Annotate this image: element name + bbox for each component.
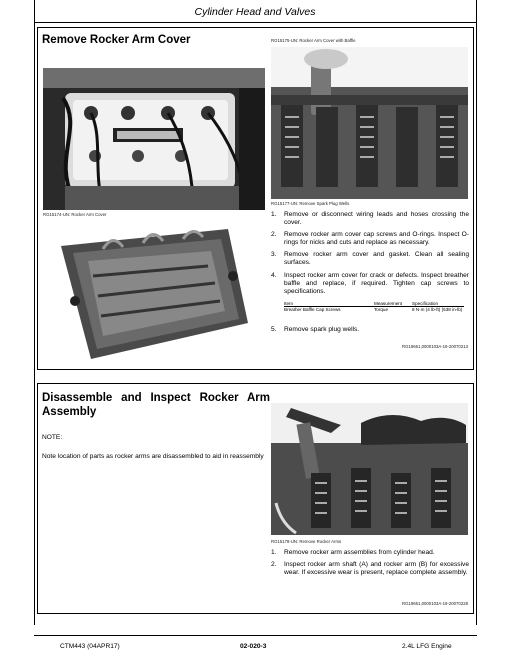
list-item: 1. Remove rocker arm assemblies from cylinder head.: [271, 549, 435, 556]
section-title: Remove Rocker Arm Cover: [42, 34, 191, 46]
frame-left-line: [34, 0, 35, 625]
rocker-arms-photo: [271, 403, 468, 535]
header-rule: [34, 22, 477, 23]
figure-caption: RG15178-UN: Remove Rocker Arms: [271, 539, 342, 544]
remove-rocker-arm-cover-section: [37, 27, 474, 370]
list-item: 2. Remove rocker arm cover cap screws and O-rings. Inspect O-rings for nicks and cuts and replace as necessary.: [271, 231, 469, 247]
steps-list: [271, 326, 469, 338]
figure-caption: RG15174-UN: Rocker Arm Cover: [43, 212, 107, 217]
steps-list: [271, 211, 469, 300]
list-item: 5. Remove spark plug wells.: [271, 326, 360, 333]
list-item: 2. Inspect rocker arm shaft (A) and rocker arm (B) for excessive wear. If excessive wear is present, replace complete assembly.: [271, 561, 469, 577]
frame-right-line: [476, 0, 477, 625]
figure-caption: RG15175-UN: Rocker Arm Cover with Baffle: [271, 38, 356, 43]
section-header: Cylinder Head and Valves: [194, 6, 316, 18]
spark-plug-wells-photo: [271, 47, 468, 199]
torque-spec-table: [284, 301, 464, 312]
figure-caption: RG15177-UN: Remove Spark Plug Wells: [271, 201, 350, 206]
list-item: 3. Remove rocker arm cover and gasket. Clean all sealing surfaces.: [271, 251, 469, 267]
section-title: Disassemble and Inspect Rocker Arm Assembly: [42, 392, 270, 418]
rocker-arm-cover-photo: [43, 68, 265, 210]
reference-code: RG19661,0000103A-19-20070228: [402, 601, 468, 606]
note-label: NOTE:: [42, 434, 63, 441]
cover-baffle-photo: [43, 221, 265, 361]
document-code: CTM443 (04APR17): [60, 643, 120, 650]
page-number: 02-020-3: [240, 643, 267, 650]
table-header: Measurement: [374, 301, 412, 307]
engine-name: 2.4L LFG Engine: [402, 643, 452, 650]
table-row: Breather Baffle Cap Screws Torque 8 N·m (4 lb-ft) (538 in-lb): [284, 307, 463, 312]
list-item: 1. Remove or disconnect wiring leads and hoses crossing the cover.: [271, 211, 469, 227]
footer-rule: [34, 635, 477, 636]
table-header: Item: [284, 301, 374, 307]
disassemble-rocker-arm-section: [37, 383, 474, 614]
steps-list: [271, 549, 469, 581]
note-text: Note location of parts as rocker arms are disassembled to aid in reassembly: [42, 453, 264, 460]
list-item: 4. Inspect rocker arm cover for crack or defects. Inspect breather baffle and replace, if required. Tighten cap screws to specifications.: [271, 271, 469, 295]
table-header: Specification: [412, 301, 464, 307]
reference-code: RG19661,0000103A-19-20070213: [402, 344, 468, 349]
